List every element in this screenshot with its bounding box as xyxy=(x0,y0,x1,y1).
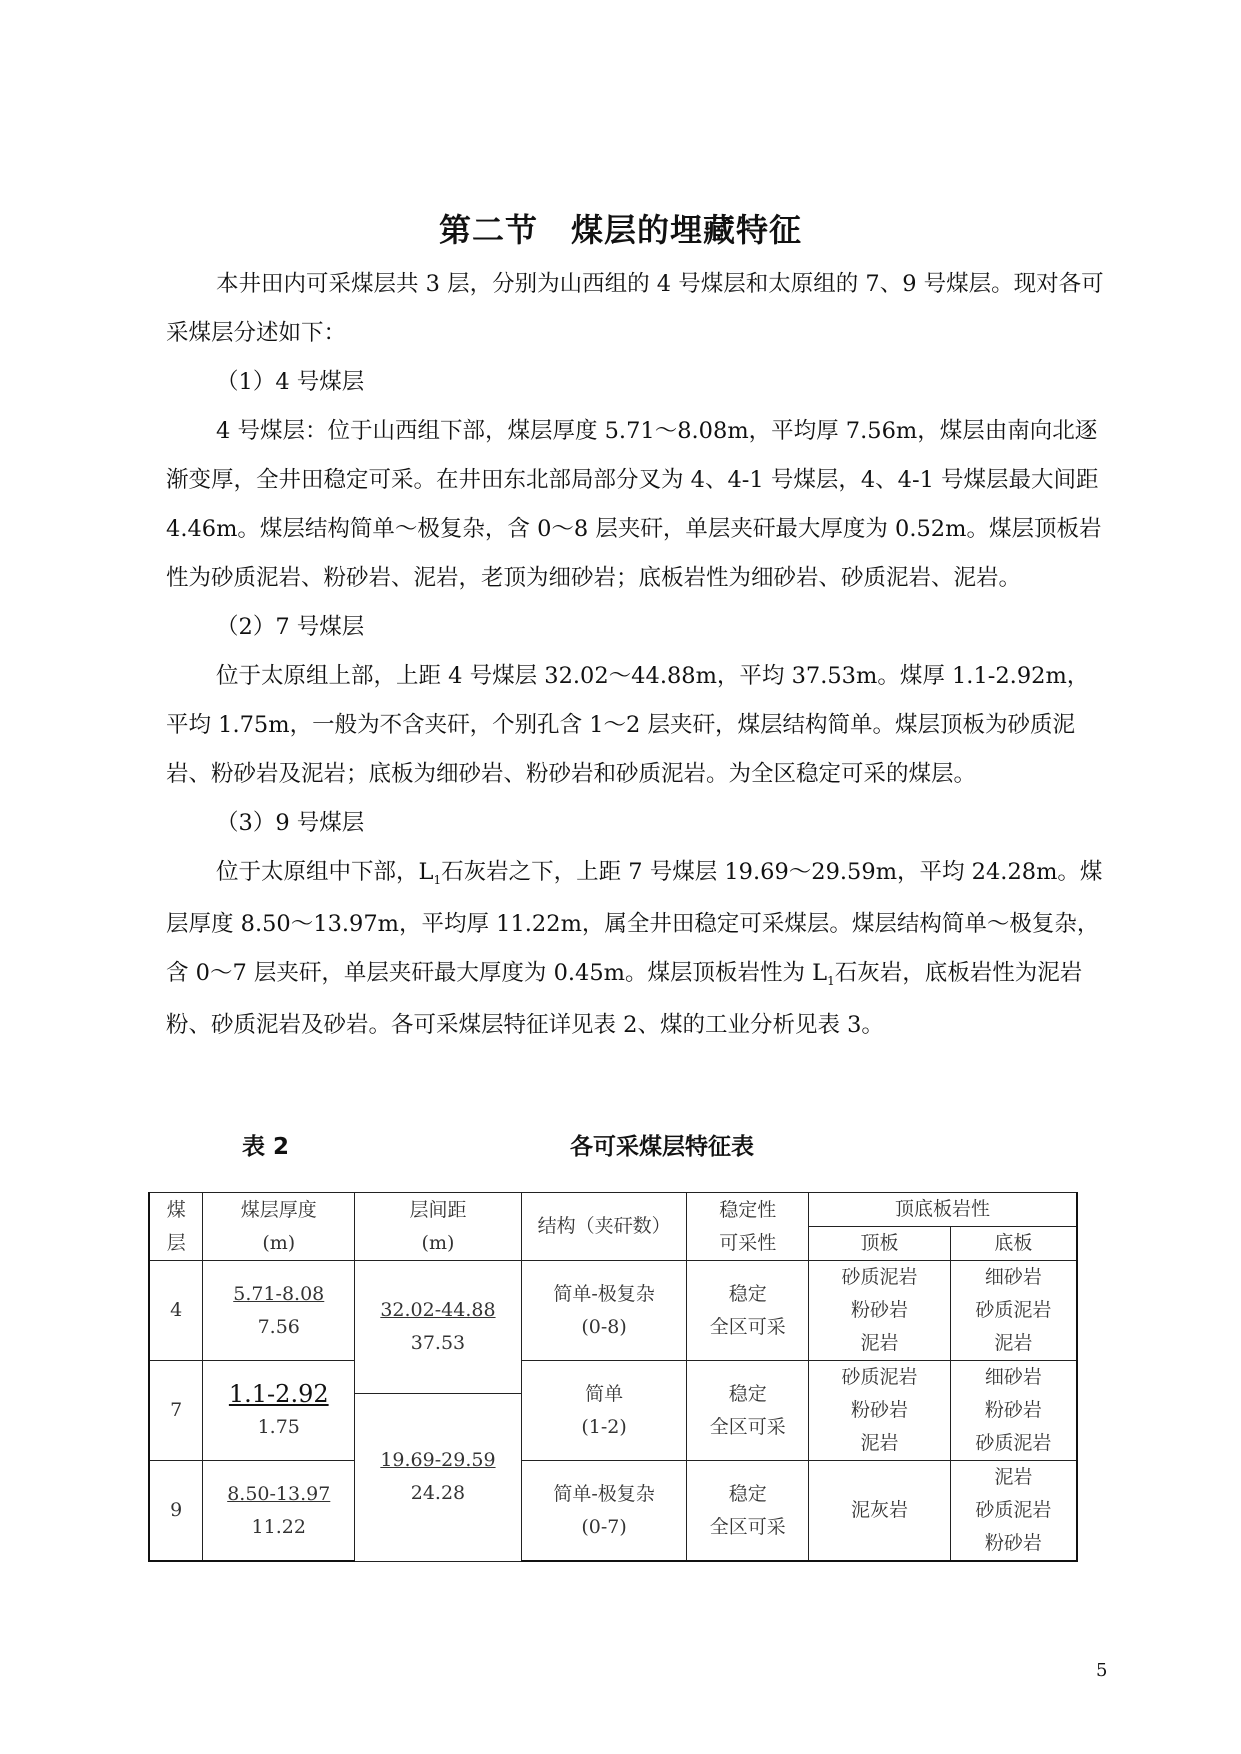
table-number: 表 2 xyxy=(242,1134,290,1160)
body-text xyxy=(166,260,1106,1050)
seam-cell: 7 xyxy=(149,1361,203,1461)
structure-cell: 简单-极复杂 (0-7) xyxy=(521,1461,687,1562)
table-row xyxy=(149,1461,1077,1562)
header-rock: 顶底板岩性 xyxy=(809,1193,1077,1227)
p9-part-b: 石灰岩之下，上距 7 号煤层 19.69～29.59m，平均 24.28m。煤层厚度 8.50～13.97m，平均厚 11.22m，属全井田稳定可采煤层。煤层结构简单～极复杂，含 0～7 层夹矸，单层夹矸最大厚度为 0.45m。煤层顶板岩性为 L xyxy=(166,859,1103,986)
table-row xyxy=(149,1361,1077,1394)
heading-seam-9: （3）9 号煤层 xyxy=(216,810,365,836)
floor-cell: 细砂岩 粉砂岩 砂质泥岩 xyxy=(950,1361,1077,1461)
paragraph-seam-9 xyxy=(166,848,1106,1050)
heading-seam-4: （1）4 号煤层 xyxy=(216,369,365,395)
table-row xyxy=(149,1261,1077,1361)
header-stability: 稳定性 可采性 xyxy=(687,1193,809,1261)
stability-cell: 稳定 全区可采 xyxy=(687,1361,809,1461)
table-title: 各可采煤层特征表 xyxy=(570,1134,754,1160)
structure-cell: 简单-极复杂 (0-8) xyxy=(521,1261,687,1361)
header-roof: 顶板 xyxy=(809,1227,951,1261)
seam-cell: 4 xyxy=(149,1261,203,1361)
roof-cell: 砂质泥岩 粉砂岩 泥岩 xyxy=(809,1361,951,1461)
roof-cell: 泥灰岩 xyxy=(809,1461,951,1562)
header-interval: 层间距 (m) xyxy=(355,1193,522,1261)
interval-cell-2: 19.69-29.59 24.28 xyxy=(355,1394,522,1562)
header-seam: 煤 层 xyxy=(149,1193,203,1261)
intro-paragraph: 本井田内可采煤层共 3 层，分别为山西组的 4 号煤层和太原组的 7、9 号煤层。现对各可采煤层分述如下： xyxy=(166,271,1104,346)
floor-cell: 细砂岩 砂质泥岩 泥岩 xyxy=(950,1261,1077,1361)
paragraph-seam-7: 位于太原组上部，上距 4 号煤层 32.02～44.88m，平均 37.53m。煤厚 1.1-2.92m，平均 1.75m，一般为不含夹矸，个别孔含 1～2 层夹矸，煤层结构简单。煤层顶板为砂质泥岩、粉砂岩及泥岩；底板为细砂岩、粉砂岩和砂质泥岩。为全区稳定可采的煤层。 xyxy=(166,663,1090,787)
stability-cell: 稳定 全区可采 xyxy=(687,1461,809,1562)
p9-part-a: 位于太原组中下部，L xyxy=(216,859,434,885)
stability-cell: 稳定 全区可采 xyxy=(687,1261,809,1361)
subscript-1: 1 xyxy=(433,873,442,887)
paragraph-seam-4: 4 号煤层：位于山西组下部，煤层厚度 5.71～8.08m，平均厚 7.56m，煤层由南向北逐渐变厚，全井田稳定可采。在井田东北部局部分叉为 4、4-1 号煤层，4、4-1 号煤层最大间距 4.46m。煤层结构简单～极复杂，含 0～8 层夹矸，单层夹矸最大厚度为 0.52m。煤层顶板岩性为砂质泥岩、粉砂岩、泥岩，老顶为细砂岩；底板岩性为细砂岩、砂质泥岩、泥岩。 xyxy=(166,418,1102,591)
header-floor: 底板 xyxy=(950,1227,1077,1261)
header-structure: 结构（夹矸数） xyxy=(521,1193,687,1261)
seam-cell: 9 xyxy=(149,1461,203,1562)
thickness-cell: 5.71-8.08 7.56 xyxy=(203,1261,355,1361)
section-title: 第二节 煤层的埋藏特征 xyxy=(438,211,802,249)
p9-part-c: 石灰岩，底板岩性为泥岩粉、砂质泥岩及砂岩。各可采煤层特征详见表 2、煤的工业分析见表 3。 xyxy=(166,960,1083,1038)
roof-cell: 砂质泥岩 粉砂岩 泥岩 xyxy=(809,1261,951,1361)
floor-cell: 泥岩 砂质泥岩 粉砂岩 xyxy=(950,1461,1077,1562)
seam-characteristics-table xyxy=(148,1192,1078,1562)
interval-cell-1: 32.02-44.88 37.53 xyxy=(355,1261,522,1394)
structure-cell: 简单 (1-2) xyxy=(521,1361,687,1461)
page-number: 5 xyxy=(1096,1660,1108,1681)
subscript-2: 1 xyxy=(827,974,835,988)
header-thickness: 煤层厚度 (m) xyxy=(203,1193,355,1261)
thickness-cell: 8.50-13.97 11.22 xyxy=(203,1461,355,1562)
thickness-cell: 1.1-2.92 1.75 xyxy=(203,1361,355,1461)
heading-seam-7: （2）7 号煤层 xyxy=(216,614,365,640)
